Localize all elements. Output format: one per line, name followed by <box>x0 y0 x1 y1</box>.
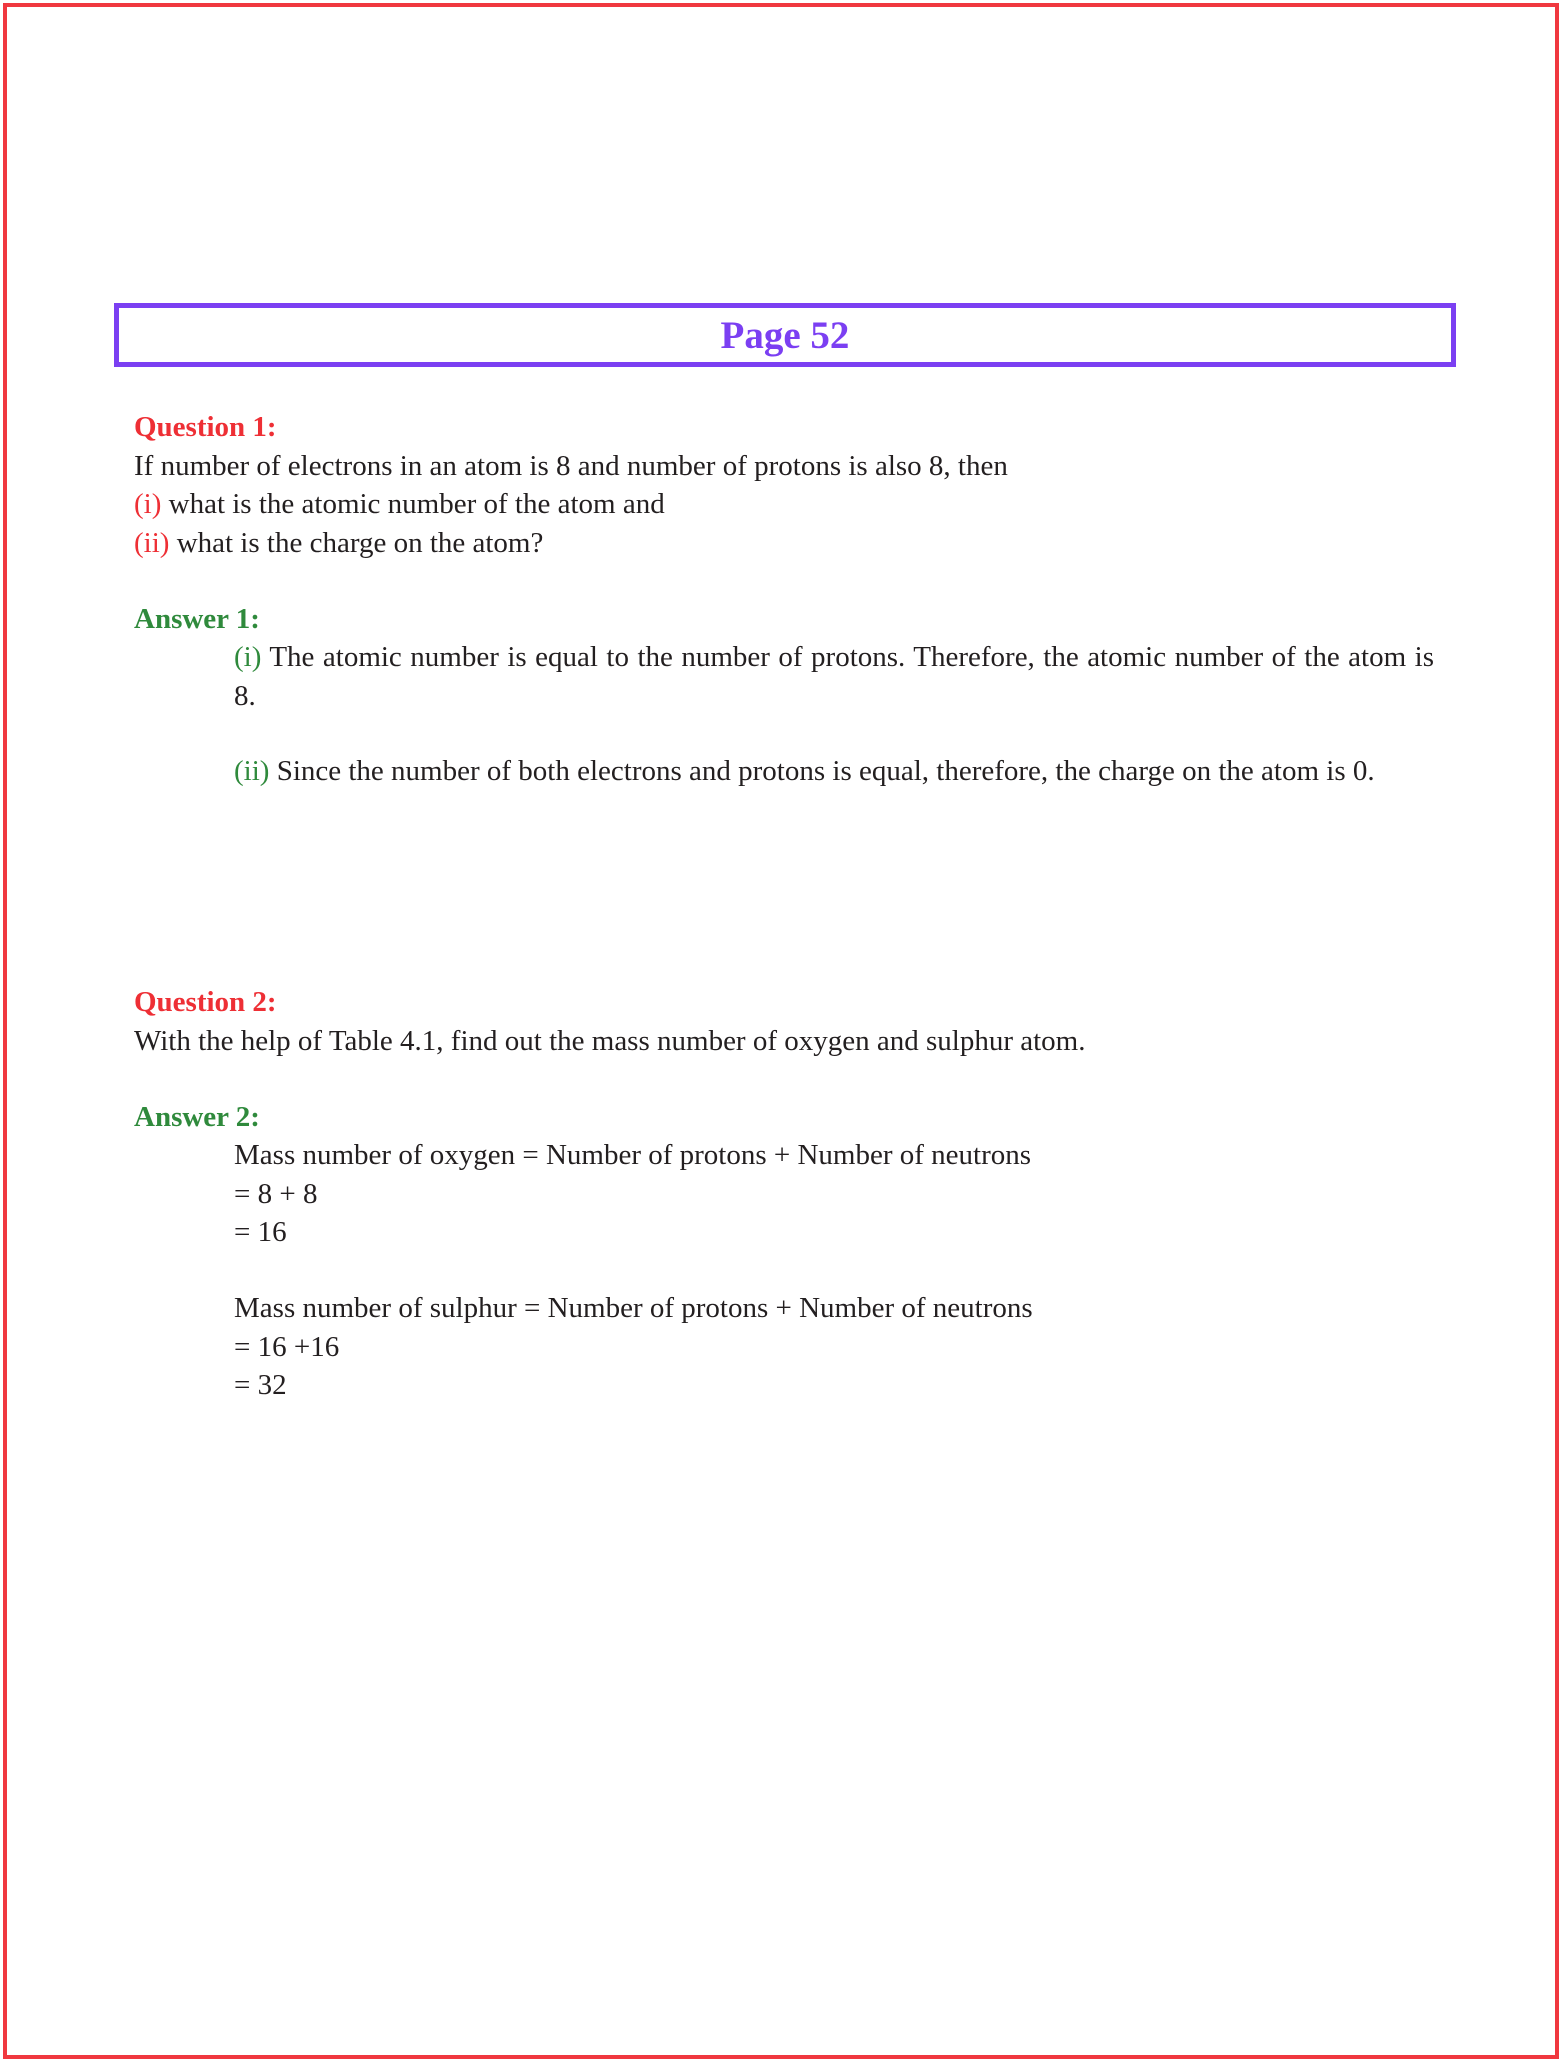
question-1-part-i-text: what is the atomic number of the atom and <box>168 488 665 520</box>
answer-1-part-ii <box>234 752 1434 791</box>
answer-1-part-ii-text: Since the number of both electrons and protons is equal, therefore, the charge on the atom is 0. <box>276 755 1375 787</box>
question-1 <box>134 408 1434 562</box>
answer-2-heading: Answer 2: <box>134 1101 260 1133</box>
question-1-part-i <box>134 485 1434 524</box>
answer-2-heading-block <box>134 1098 1434 1137</box>
answer-2-sulphur <box>234 1289 1434 1405</box>
answer-1-part-ii-marker: (ii) <box>234 755 270 787</box>
sulphur-formula: Mass number of sulphur = Number of protons + Number of neutrons <box>234 1292 1033 1324</box>
question-1-part-ii-text: what is the charge on the atom? <box>176 526 544 559</box>
answer-1-part-i <box>234 638 1434 715</box>
page-title: Page 52 <box>720 313 850 357</box>
oxygen-result: = 16 <box>234 1216 287 1248</box>
sulphur-step: = 16 +16 <box>234 1330 340 1363</box>
question-2-heading: Question 2: <box>134 986 277 1018</box>
answer-1-part-i-text: The atomic number is equal to the number of protons. Therefore, the atomic number of the atom is 8. <box>234 641 1434 712</box>
question-1-part-ii <box>134 524 1434 563</box>
oxygen-formula: Mass number of oxygen = Number of protons + Number of neutrons <box>234 1139 1032 1171</box>
answer-1-heading: Answer 1: <box>134 603 260 635</box>
question-1-heading: Question 1: <box>134 411 277 443</box>
question-1-part-ii-marker: (ii) <box>134 526 170 559</box>
question-2 <box>134 983 1434 1060</box>
answer-1-part-i-marker: (i) <box>234 641 262 673</box>
answer-2-oxygen <box>234 1136 1434 1252</box>
question-2-text: With the help of Table 4.1, find out the mass number of oxygen and sulphur atom. <box>134 1024 1086 1057</box>
page-header-box <box>114 303 1456 367</box>
question-1-part-i-marker: (i) <box>134 488 162 520</box>
oxygen-step: = 8 + 8 <box>234 1177 318 1210</box>
question-1-intro: If number of electrons in an atom is 8 and number of protons is also 8, then <box>134 449 1008 482</box>
answer-1-heading-block <box>134 600 1434 639</box>
sulphur-result: = 32 <box>234 1369 287 1401</box>
